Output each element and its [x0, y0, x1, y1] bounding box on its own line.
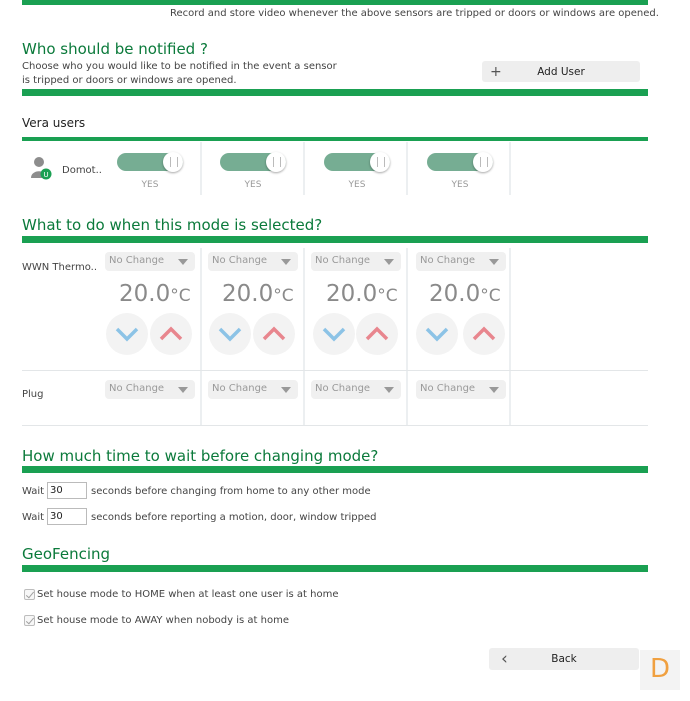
geofencing-title: GeoFencing — [22, 545, 111, 563]
wait-suffix: seconds before reporting a motion, door, window tripped — [91, 512, 377, 523]
notify-description-line1: Choose who you would like to be notified in the event a sensor — [22, 61, 337, 72]
corner-badge-letter: D — [650, 654, 671, 684]
back-label: Back — [551, 653, 577, 665]
chevron-down-icon — [489, 259, 499, 265]
temperature-up-button-1[interactable] — [150, 313, 192, 355]
user-name: Domot.. — [62, 165, 102, 176]
temperature-down-button-2[interactable] — [209, 313, 251, 355]
chevron-down-icon — [384, 387, 394, 393]
temperature-up-button-4[interactable] — [463, 313, 505, 355]
add-user-button[interactable] — [482, 61, 640, 82]
temperature-value-1: 20.0°C — [119, 281, 191, 307]
notify-description-line2: is tripped or doors or windows are opened. — [22, 75, 237, 86]
temperature-value-3: 20.0°C — [326, 281, 398, 307]
notify-toggle-2[interactable] — [220, 153, 286, 171]
mode-actions-title: What to do when this mode is selected? — [22, 216, 323, 234]
wait-prefix: Wait — [22, 512, 45, 523]
chevron-down-icon — [423, 323, 451, 345]
geofence-away-label: Set house mode to AWAY when nobody is at home — [37, 615, 289, 626]
back-button[interactable] — [489, 648, 639, 670]
chevron-up-icon — [157, 323, 185, 345]
mode-actions-divider — [22, 236, 648, 243]
column-separator — [509, 248, 511, 426]
temperature-up-button-2[interactable] — [253, 313, 295, 355]
plug-mode-select-3[interactable]: No Change — [311, 380, 401, 399]
home-change-delay-input[interactable]: 30 — [47, 482, 87, 499]
temperature-value-4: 20.0°C — [429, 281, 501, 307]
temperature-down-button-4[interactable] — [416, 313, 458, 355]
row-divider — [22, 425, 648, 426]
add-user-label: Add User — [537, 65, 585, 78]
top-divider — [22, 0, 648, 5]
chevron-down-icon — [384, 259, 394, 265]
wait-suffix: seconds before changing from home to any other mode — [91, 486, 371, 497]
wait-title: How much time to wait before changing mode? — [22, 447, 379, 465]
thermostat-mode-select-1[interactable]: No Change — [105, 252, 195, 271]
geofence-away-checkbox[interactable] — [24, 615, 35, 626]
wait-divider — [22, 466, 648, 473]
geofence-home-label: Set house mode to HOME when at least one user is at home — [37, 589, 339, 600]
chevron-down-icon — [489, 387, 499, 393]
wait-prefix: Wait — [22, 486, 45, 497]
toggle-label: YES — [348, 180, 366, 190]
thermostat-mode-select-3[interactable]: No Change — [311, 252, 401, 271]
notify-toggle-4[interactable] — [427, 153, 493, 171]
toggle-label: YES — [451, 180, 469, 190]
column-separator — [509, 142, 511, 195]
plug-mode-select-2[interactable]: No Change — [208, 380, 298, 399]
column-separator — [200, 142, 202, 195]
chevron-up-icon — [470, 323, 498, 345]
chevron-down-icon — [113, 323, 141, 345]
toggle-label: YES — [141, 180, 159, 190]
thermostat-mode-select-4[interactable]: No Change — [416, 252, 506, 271]
plug-mode-select-4[interactable]: No Change — [416, 380, 506, 399]
chevron-down-icon — [281, 387, 291, 393]
plug-device-name: Plug — [22, 389, 44, 400]
column-separator — [303, 248, 305, 426]
column-separator — [303, 142, 305, 195]
notify-divider — [22, 89, 648, 96]
notify-toggle-3[interactable] — [324, 153, 390, 171]
temperature-down-button-1[interactable] — [106, 313, 148, 355]
vera-users-title: Vera users — [22, 116, 86, 130]
thermostat-device-name: WWN Thermo.. — [22, 262, 98, 273]
column-separator — [406, 142, 408, 195]
notify-title: Who should be notified ? — [22, 40, 208, 58]
column-separator — [200, 248, 202, 426]
plug-mode-select-1[interactable]: No Change — [105, 380, 195, 399]
thermostat-mode-select-2[interactable]: No Change — [208, 252, 298, 271]
geofence-home-checkbox[interactable] — [24, 589, 35, 600]
chevron-left-icon: ‹ — [501, 649, 508, 669]
chevron-up-icon — [363, 323, 391, 345]
notify-toggle-1[interactable] — [117, 153, 183, 171]
chevron-down-icon — [178, 387, 188, 393]
temperature-up-button-3[interactable] — [356, 313, 398, 355]
record-note: Record and store video whenever the above sensors are tripped or doors or windows are opened. — [170, 8, 659, 19]
plus-icon: + — [490, 63, 502, 80]
temperature-down-button-3[interactable] — [313, 313, 355, 355]
temperature-value-2: 20.0°C — [222, 281, 294, 307]
chevron-down-icon — [178, 259, 188, 265]
vera-users-divider — [22, 137, 648, 141]
column-separator — [406, 248, 408, 426]
svg-text:U: U — [43, 171, 49, 179]
geofencing-divider — [22, 565, 648, 572]
chevron-up-icon — [260, 323, 288, 345]
chevron-down-icon — [281, 259, 291, 265]
chevron-down-icon — [216, 323, 244, 345]
user-avatar-icon — [30, 156, 54, 182]
toggle-label: YES — [244, 180, 262, 190]
row-divider — [22, 370, 648, 371]
corner-badge[interactable] — [640, 650, 680, 690]
chevron-down-icon — [320, 323, 348, 345]
trip-report-delay-input[interactable]: 30 — [47, 508, 87, 525]
